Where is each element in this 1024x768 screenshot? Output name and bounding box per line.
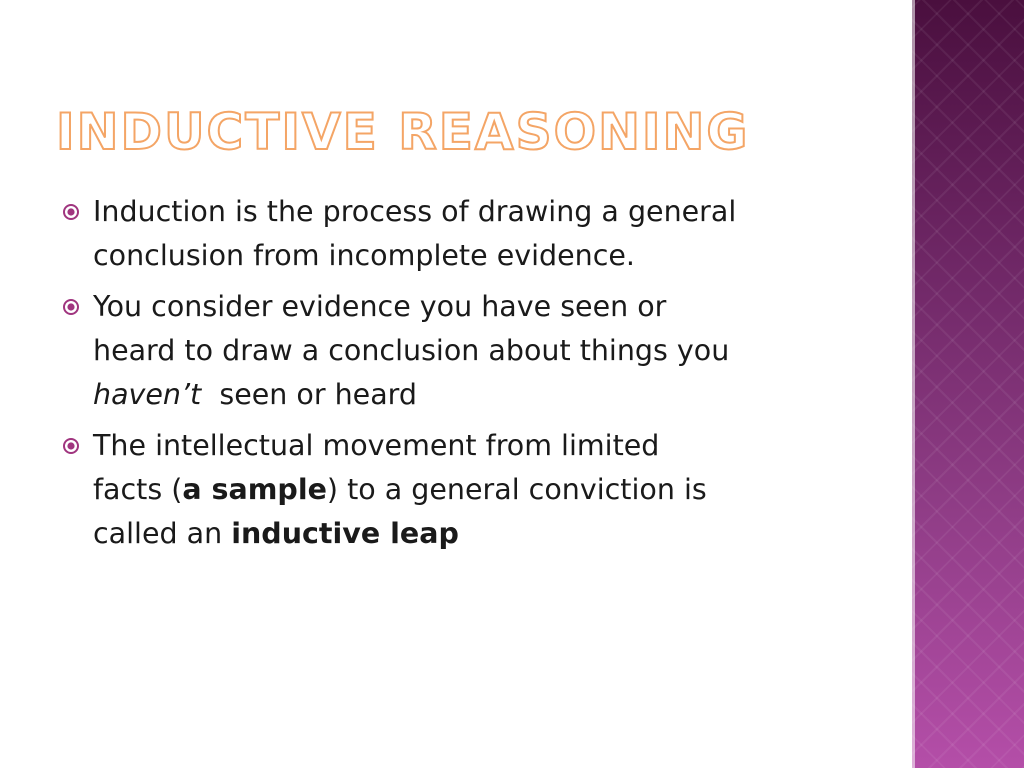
bold-a-sample: a sample <box>182 473 327 506</box>
radio-bullet-icon <box>62 298 80 316</box>
bullet-line: conclusion from incomplete evidence. <box>93 239 635 272</box>
bullet-line-part: ) to a general conviction is <box>326 473 707 506</box>
bullet-list <box>62 190 852 563</box>
emphasis-havent: haven’t <box>93 378 202 411</box>
bold-inductive-leap: inductive leap <box>231 517 459 550</box>
bullet-line: The intellectual movement from limited <box>93 429 660 462</box>
bullet-line-part: called an <box>93 517 232 550</box>
bullet-line: Induction is the process of drawing a general <box>93 195 737 228</box>
bullet-text <box>93 195 736 272</box>
bullet-line: seen or heard <box>201 378 417 411</box>
bullet-item-evidence <box>62 285 852 417</box>
bullet-item-induction <box>62 190 852 278</box>
bullet-line: heard to draw a conclusion about things you <box>93 334 730 367</box>
bullet-item-inductive-leap <box>62 424 852 556</box>
bullet-text <box>93 429 707 550</box>
bullet-line-part: facts ( <box>93 473 183 506</box>
radio-bullet-icon <box>62 203 80 221</box>
slide-title: INDUCTIVE REASONING <box>56 103 750 161</box>
bullet-text <box>93 290 729 411</box>
bullet-line: You consider evidence you have seen or <box>93 290 667 323</box>
radio-bullet-icon <box>62 437 80 455</box>
decorative-side-band <box>912 0 1024 768</box>
